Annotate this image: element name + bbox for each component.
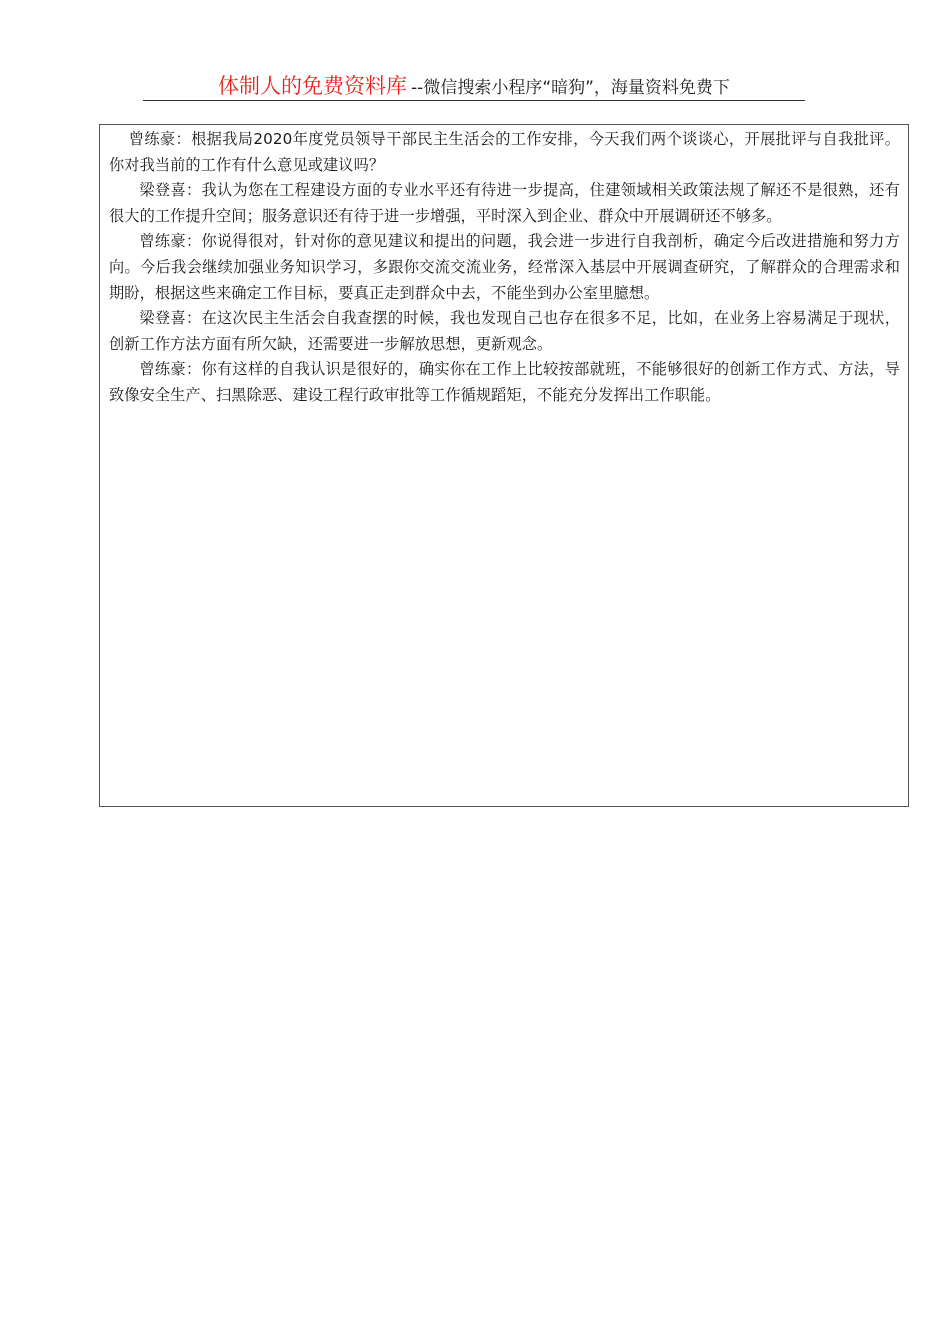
dialogue-paragraph: 曾练豪：根据我局2020年度党员领导干部民主生活会的工作安排，今天我们两个谈谈心，开展批评与自我批评。你对我当前的工作有什么意见或建议吗？ bbox=[109, 130, 900, 174]
page-header bbox=[143, 70, 805, 101]
dialogue-paragraph: 曾练豪：你说得很对，针对你的意见建议和提出的问题，我会进一步进行自我剖析，确定今后改进措施和努力方向。今后我会继续加强业务知识学习，多跟你交流交流业务，经常深入基层中开展调查研究，了解群众的合理需求和期盼，根据这些来确定工作目标，要真正走到群众中去，不能坐到办公室里臆想。 bbox=[109, 232, 900, 302]
conversation-box bbox=[99, 124, 909, 807]
dialogue-paragraph: 曾练豪：你有这样的自我认识是很好的，确实你在工作上比较按部就班，不能够很好的创新工作方式、方法，导致像安全生产、扫黑除恶、建设工程行政审批等工作循规蹈矩，不能充分发挥出工作职能。 bbox=[109, 360, 900, 404]
header-tagline: --微信搜索小程序“暗狗”，海量资料免费下 bbox=[411, 78, 730, 98]
dialogue-paragraph: 梁登喜：我认为您在工程建设方面的专业水平还有待进一步提高，住建领域相关政策法规了解还不是很熟，还有很大的工作提升空间；服务意识还有待于进一步增强，平时深入到企业、群众中开展调研还不够多。 bbox=[109, 181, 900, 225]
header-brand: 体制人的免费资料库 bbox=[218, 74, 408, 98]
dialogue-paragraph: 梁登喜：在这次民主生活会自我查摆的时候，我也发现自己也存在很多不足，比如，在业务上容易满足于现状，创新工作方法方面有所欠缺，还需要进一步解放思想，更新观念。 bbox=[109, 309, 900, 353]
